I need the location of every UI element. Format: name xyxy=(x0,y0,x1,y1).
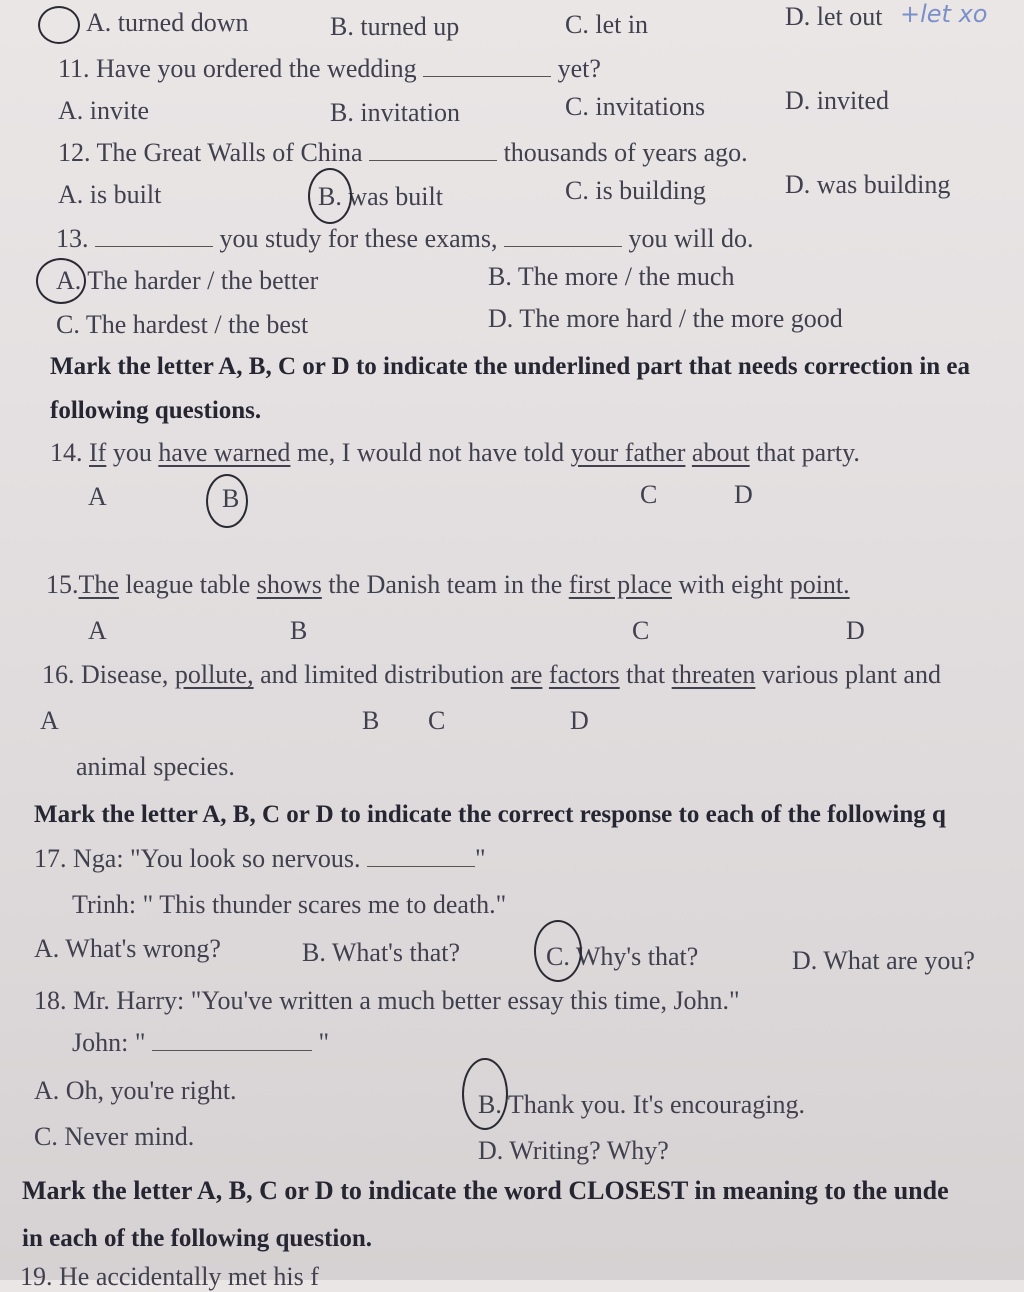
q13-blank-2[interactable] xyxy=(504,224,622,247)
q17-blank[interactable] xyxy=(367,844,475,867)
q16-letter-c: C xyxy=(428,706,446,735)
q18-line1: 18. Mr. Harry: "You've written a much better essay this time, John." xyxy=(34,986,740,1015)
q18-blank[interactable] xyxy=(152,1028,312,1051)
section-instruction-response: Mark the letter A, B, C or D to indicate the correct response to each of the following q xyxy=(34,801,946,828)
q12-blank[interactable] xyxy=(369,138,497,161)
q15-underlined-b[interactable]: shows xyxy=(256,570,322,599)
q17-quote: " xyxy=(475,844,486,873)
answer-circle-q10 xyxy=(38,6,80,44)
q15-letter-a: A xyxy=(88,616,107,645)
q15-letter-c: C xyxy=(632,616,650,645)
answer-circle-q13 xyxy=(36,258,86,304)
q11-blank[interactable] xyxy=(423,54,551,77)
q14-text: you xyxy=(112,438,152,467)
q16-text: and limited distribution xyxy=(260,660,505,689)
q15-number: 15. xyxy=(46,570,79,599)
q17-option-d[interactable]: D. What are you? xyxy=(792,946,975,975)
q10-option-b[interactable]: B. turned up xyxy=(330,12,460,41)
section-instruction-correction: Mark the letter A, B, C or D to indicate the underlined part that needs correction in ea xyxy=(50,353,971,380)
q16-text: Disease, xyxy=(81,660,169,689)
q15-letter-b: B xyxy=(290,616,308,645)
q18-quote: " xyxy=(318,1028,330,1057)
q12-option-b[interactable]: B. was built xyxy=(318,182,443,211)
q10-option-a[interactable]: A. turned down xyxy=(86,8,249,37)
section-instruction-closest-meaning: Mark the letter A, B, C or D to indicate the word CLOSEST in meaning to the unde xyxy=(22,1176,949,1205)
q16-underlined[interactable]: threaten xyxy=(671,660,756,689)
section-instruction-correction-line2: following questions. xyxy=(50,397,262,424)
q13-option-a[interactable]: A. The harder / the better xyxy=(56,266,319,295)
answer-circle-q17 xyxy=(534,920,582,982)
q14-underlined-a[interactable]: If xyxy=(89,438,107,467)
q17-line2: Trinh: " This thunder scares me to death." xyxy=(72,890,507,919)
q15-underlined-a[interactable]: The xyxy=(78,570,119,599)
q13-option-c[interactable]: C. The hardest / the best xyxy=(56,310,309,339)
q16-sentence xyxy=(42,660,941,690)
q11-stem-end: yet? xyxy=(557,54,601,83)
q15-letter-d: D xyxy=(846,616,865,645)
q14-underlined-b[interactable]: have warned xyxy=(158,438,291,467)
q16-text: various plant and xyxy=(761,660,941,689)
q15-underlined-c[interactable]: first place xyxy=(568,570,672,599)
q13-blank-1[interactable] xyxy=(95,224,213,247)
q16-underlined-b[interactable]: pollute, xyxy=(174,660,254,689)
q14-text: that party. xyxy=(756,438,860,467)
q13-stem-end: you will do. xyxy=(628,224,754,253)
q18-option-c[interactable]: C. Never mind. xyxy=(34,1122,195,1151)
q13-stem-middle: you study for these exams, xyxy=(219,224,498,253)
q10-option-d[interactable]: D. let out xyxy=(785,2,883,31)
q17-option-b[interactable]: B. What's that? xyxy=(302,938,461,967)
q17-line1 xyxy=(34,844,486,874)
q16-text: that xyxy=(626,660,666,689)
q11-option-d[interactable]: D. invited xyxy=(785,86,889,115)
q16-number: 16. xyxy=(42,660,75,689)
q13-option-b[interactable]: B. The more / the much xyxy=(488,262,735,291)
q13-stem xyxy=(56,224,753,254)
q16-letter-d: D xyxy=(570,706,589,735)
q12-option-c[interactable]: C. is building xyxy=(565,176,706,205)
handwritten-note: +let xo xyxy=(900,0,988,28)
q19-partial: 19. He accidentally met his f xyxy=(20,1262,319,1291)
q12-option-d[interactable]: D. was building xyxy=(785,170,951,199)
q18-line2 xyxy=(72,1028,329,1058)
q14-letter-c: C xyxy=(640,480,658,509)
q12-stem-end: thousands of years ago. xyxy=(503,138,748,167)
q18-text: John: " xyxy=(72,1028,146,1057)
q15-sentence xyxy=(46,570,850,600)
q11-option-a[interactable]: A. invite xyxy=(58,96,149,125)
q14-letter-d: D xyxy=(734,480,753,509)
q13-number: 13. xyxy=(56,224,89,253)
q11-stem xyxy=(58,54,601,84)
q12-stem-start: 12. The Great Walls of China xyxy=(58,138,363,167)
answer-circle-q18 xyxy=(462,1058,508,1130)
q14-underlined-d[interactable]: about xyxy=(691,438,750,467)
q14-letter-a: A xyxy=(88,482,107,511)
q15-underlined-d[interactable]: point. xyxy=(789,570,850,599)
q11-option-b[interactable]: B. invitation xyxy=(330,98,460,127)
q16-sentence-line2: animal species. xyxy=(76,752,235,781)
q11-stem-start: 11. Have you ordered the wedding xyxy=(58,54,417,83)
q11-option-c[interactable]: C. invitations xyxy=(565,92,706,121)
q14-underlined-c[interactable]: your father xyxy=(570,438,686,467)
q16-underlined-c[interactable]: are xyxy=(510,660,543,689)
answer-circle-q12 xyxy=(308,168,352,224)
q16-underlined-d[interactable]: factors xyxy=(548,660,620,689)
answer-circle-q14 xyxy=(206,474,248,528)
q14-letter-b: B xyxy=(222,484,240,513)
q18-option-b[interactable]: B. Thank you. It's encouraging. xyxy=(478,1090,805,1119)
q14-text: me, I would not have told xyxy=(296,438,565,467)
q10-option-c[interactable]: C. let in xyxy=(565,10,649,39)
q15-text: the Danish team in the xyxy=(328,570,563,599)
section-instruction-closest-meaning-line2: in each of the following question. xyxy=(22,1225,373,1252)
q17-option-c[interactable]: C. Why's that? xyxy=(546,942,699,971)
q15-text: league table xyxy=(125,570,251,599)
q17-text: 17. Nga: "You look so nervous. xyxy=(34,844,361,873)
q17-option-a[interactable]: A. What's wrong? xyxy=(34,934,221,963)
q18-option-a[interactable]: A. Oh, you're right. xyxy=(34,1076,237,1105)
q16-letter-b: B xyxy=(362,706,380,735)
q13-option-d[interactable]: D. The more hard / the more good xyxy=(488,304,843,333)
q12-stem xyxy=(58,138,748,168)
q14-sentence xyxy=(50,438,860,468)
q15-text: with eight xyxy=(678,570,784,599)
q18-option-d[interactable]: D. Writing? Why? xyxy=(478,1136,669,1165)
q16-letter-a: A xyxy=(40,706,59,735)
q14-number: 14. xyxy=(50,438,83,467)
q12-option-a[interactable]: A. is built xyxy=(58,180,162,209)
